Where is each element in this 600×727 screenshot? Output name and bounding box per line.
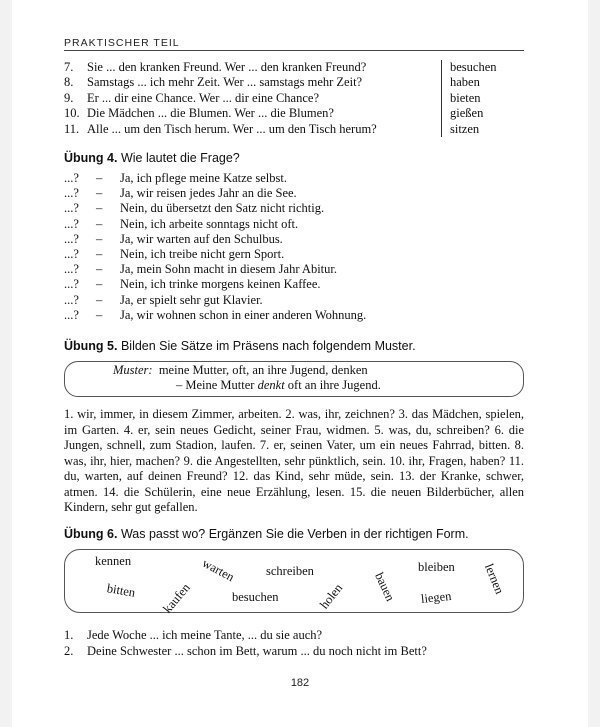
question-placeholder: ...? [64,231,79,246]
muster-sentence-start: – Meine Mutter [176,378,258,392]
dash: – [96,231,103,246]
answer-text: Nein, ich arbeite sonntags nicht oft. [120,216,299,231]
uebung5-label: Übung 5. [64,339,118,353]
item-number: 7. [64,60,74,74]
item-text: Die Mädchen ... die Blumen. Wer ... die Blumen? [87,106,334,121]
uebung4-label: Übung 4. [64,151,118,165]
exercise-row [64,627,524,643]
running-header: PRAKTISCHER TEIL [64,37,180,49]
question-placeholder: ...? [64,246,79,261]
dash: – [96,246,103,261]
page-number: 182 [290,677,310,689]
item-verb: sitzen [441,122,479,137]
uebung5-text: 1. wir, immer, in diesem Zimmer, arbeiten. 2. was, ihr, zeichnen? 3. das Mädchen, spielen, im Garten. 4. er, sein neues Gedicht, seiner Frau, widmen. 5. was, du, schreiben? 6. die Jungen, schnell, zum Stadion, laufen. 7. er, seinen Vater, um ein neues Fahrrad, bitten. 8. was, ihr, hier, machen? 9. die Angestellten, sehr pünktlich, sein. 10. ihr, Fragen, haben? 11. du, warten, auf deinen Freund? 12. das Kind, sehr müde, sein. 13. der Kranke, schwer, atmen. 14. die Schülerin, eine neue Erzählung, lesen. 15. die neuen Bilderbücher, allen Kindern, sehr gut gefallen. [64,407,524,514]
question-placeholder: ...? [64,307,79,322]
question-placeholder: ...? [64,262,79,277]
uebung5-heading [64,339,416,353]
muster-line-2 [176,378,381,393]
uebung5-title: Bilden Sie Sätze im Präsens nach folgendem Muster. [120,339,416,353]
item-verb: haben [441,75,480,90]
question-placeholder: ...? [64,186,79,201]
item-verb: gießen [441,106,483,121]
item-number: 8. [64,75,74,90]
answer-text: Ja, ich pflege meine Katze selbst. [120,171,287,185]
exercise-row [64,106,524,121]
question-placeholder: ...? [64,292,79,307]
item-verb: besuchen [441,60,497,75]
dash: – [96,186,103,201]
word-schreiben: schreiben [266,564,314,578]
uebung4-heading [64,151,240,165]
dash: – [96,262,103,277]
exercise-3-rest [64,60,524,137]
dash: – [96,277,103,292]
uebung6-list [64,627,524,659]
item-number: 9. [64,90,74,105]
word-bitten: bitten [105,581,137,600]
dash: – [96,171,103,185]
item-number: 1. [64,628,74,642]
item-text: Samstags ... ich mehr Zeit. Wer ... samstags mehr Zeit? [87,75,363,90]
uebung6-label: Übung 6. [64,527,118,541]
word-lernen: lernen [481,561,507,596]
question-placeholder: ...? [64,201,79,216]
muster-words: meine Mutter, oft, an ihre Jugend, denken [158,363,368,377]
item-verb: bieten [441,91,481,106]
word-box [64,549,524,613]
exercise-row [64,643,524,659]
answer-text: Ja, wir warten auf den Schulbus. [120,231,283,246]
word-kaufen: kaufen [160,580,193,616]
muster-emphasis: denkt [257,378,285,392]
word-bauen: bauen [372,570,398,604]
uebung4-title: Wie lautet die Frage? [120,151,240,165]
dash: – [96,307,103,322]
item-text: Deine Schwester ... schon im Bett, warum ... du noch nicht im Bett? [87,644,427,658]
word-warten: warten [199,555,237,585]
item-number: 2. [64,644,74,658]
word-besuchen: besuchen [232,590,279,604]
uebung6-title: Was passt wo? Ergänzen Sie die Verben in der richtigen Form. [120,527,469,541]
question-placeholder: ...? [64,216,79,231]
item-text: Er ... dir eine Chance. Wer ... dir eine Chance? [87,90,320,105]
exercise-row [64,75,524,90]
answer-text: Nein, ich trinke morgens keinen Kaffee. [120,277,321,292]
word-liegen: liegen [420,588,453,606]
item-text: Sie ... den kranken Freund. Wer ... den kranken Freund? [87,60,367,74]
answer-text: Nein, du übersetzt den Satz nicht richtig. [120,201,325,216]
item-text: Jede Woche ... ich meine Tante, ... du sie auch? [87,628,323,642]
answer-text: Ja, wir reisen jedes Jahr an die See. [120,186,297,201]
word-bleiben: bleiben [418,560,455,574]
muster-label: Muster: [113,363,153,377]
exercise-row [64,122,524,137]
answer-text: Ja, wir wohnen schon in einer anderen Wohnung. [120,307,367,322]
dash: – [96,292,103,307]
muster-line-1 [113,363,368,378]
dash: – [96,201,103,216]
question-placeholder: ...? [64,171,79,185]
exercise-row [64,91,524,106]
uebung6-heading [64,527,469,541]
answer-text: Ja, er spielt sehr gut Klavier. [120,292,263,307]
item-text: Alle ... um den Tisch herum. Wer ... um den Tisch herum? [87,121,377,136]
header-rule [64,50,524,51]
item-number: 10. [64,106,80,121]
exercise-row [64,60,524,75]
dash: – [96,216,103,231]
item-number: 11. [64,121,80,136]
answer-text: Ja, mein Sohn macht in diesem Jahr Abitur. [120,262,337,277]
question-placeholder: ...? [64,277,79,292]
answer-text: Nein, ich treibe nicht gern Sport. [120,246,285,261]
word-kennen: kennen [95,554,132,568]
word-holen: holen [317,580,346,612]
muster-sentence-end: oft an ihre Jugend. [284,378,381,392]
